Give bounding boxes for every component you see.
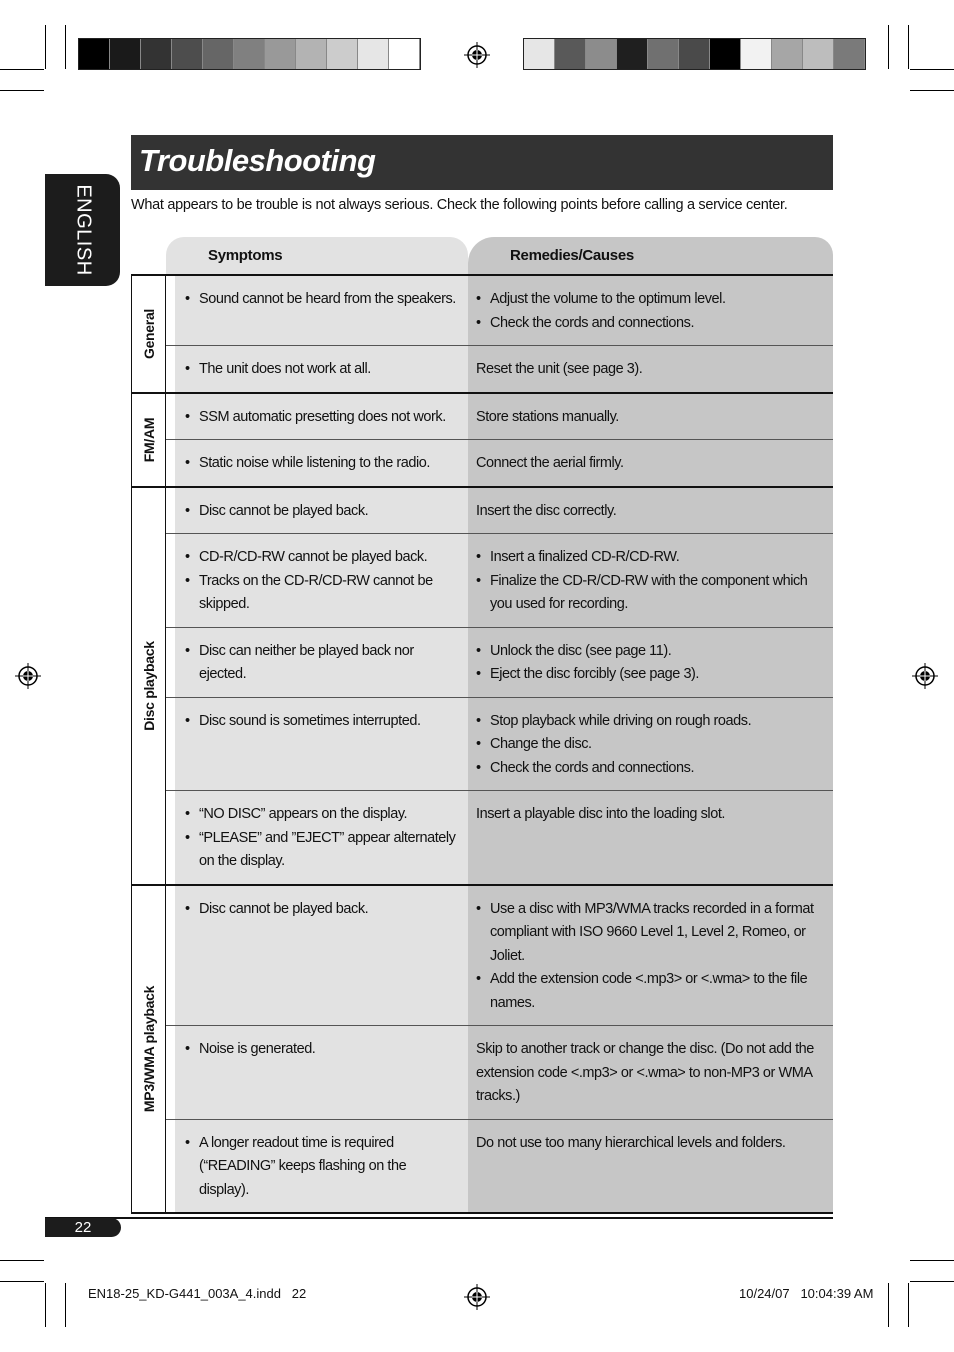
- table-row: [166, 440, 833, 486]
- symptom-item: • Static noise while listening to the radio.: [185, 452, 458, 476]
- crop-mark: [910, 1260, 954, 1261]
- crop-mark: [888, 25, 889, 69]
- table-row: [166, 276, 833, 346]
- group-label-text: FM/AM: [140, 417, 157, 462]
- table-group: [131, 886, 833, 1215]
- color-swatch: [110, 39, 141, 69]
- crop-mark: [45, 1283, 46, 1327]
- registration-mark-icon: [15, 663, 41, 689]
- group-label: [131, 488, 166, 884]
- color-swatch: [679, 39, 710, 69]
- symptom-item: • “NO DISC” appears on the display.: [185, 803, 458, 827]
- symptom-cell: [175, 346, 468, 392]
- crop-mark: [908, 1283, 909, 1327]
- color-swatch: [234, 39, 265, 69]
- remedy-text: Insert a playable disc into the loading slot.: [476, 806, 725, 822]
- crop-mark: [0, 69, 44, 70]
- symptoms-header: [166, 237, 468, 275]
- intro-text: What appears to be trouble is not always serious. Check the following points before calling a service center.: [131, 197, 788, 213]
- table-row: [166, 394, 833, 441]
- remedy-cell: [468, 698, 833, 791]
- registration-mark-icon: [464, 1284, 490, 1310]
- symptom-cell: [175, 488, 468, 534]
- remedy-item: • Add the extension code <.mp3> or <.wma> to the file names.: [476, 968, 827, 1015]
- color-swatch: [524, 39, 555, 69]
- remedy-cell: [468, 488, 833, 534]
- crop-mark: [910, 69, 954, 70]
- color-swatch: [648, 39, 679, 69]
- symptom-cell: [175, 1026, 468, 1119]
- title-bar: [131, 135, 833, 190]
- language-tab: [45, 174, 120, 286]
- remedy-item: • Check the cords and connections.: [476, 757, 827, 781]
- symptom-cell: [175, 276, 468, 345]
- color-swatch: [803, 39, 834, 69]
- group-label-text: Disc playback: [140, 640, 157, 731]
- symptom-cell: [175, 534, 468, 627]
- color-swatch: [141, 39, 172, 69]
- crop-mark: [65, 1283, 66, 1327]
- symptoms-header-label: Symptoms: [208, 247, 283, 264]
- symptom-item: • Sound cannot be heard from the speakers.: [185, 288, 458, 312]
- symptom-item: • Disc can neither be played back nor ejected.: [185, 640, 458, 687]
- remedy-item: • Finalize the CD-R/CD-RW with the component which you used for recording.: [476, 570, 827, 617]
- color-swatch: [358, 39, 389, 69]
- crop-mark: [0, 1260, 44, 1261]
- table-row: [166, 1026, 833, 1120]
- color-swatch: [296, 39, 327, 69]
- remedy-text: Connect the aerial firmly.: [476, 455, 624, 471]
- group-label: [131, 886, 166, 1213]
- table-row: [166, 1120, 833, 1213]
- troubleshooting-table: [131, 274, 833, 1214]
- remedy-item: • Eject the disc forcibly (see page 3).: [476, 663, 827, 687]
- table-group: [131, 276, 833, 394]
- symptom-cell: [175, 394, 468, 440]
- crop-mark: [65, 25, 66, 69]
- remedy-item: • Stop playback while driving on rough roads.: [476, 710, 827, 734]
- remedy-cell: [468, 628, 833, 697]
- remedy-item: • Use a disc with MP3/WMA tracks recorded in a format compliant with ISO 9660 Level 1, Level 2, Romeo, or Joliet.: [476, 898, 827, 969]
- remedy-cell: [468, 791, 833, 884]
- symptom-item: • Disc sound is sometimes interrupted.: [185, 710, 458, 734]
- remedy-item: • Unlock the disc (see page 11).: [476, 640, 827, 664]
- group-label: [131, 394, 166, 486]
- color-swatch: [555, 39, 586, 69]
- remedy-cell: [468, 1120, 833, 1213]
- crop-mark: [0, 1281, 44, 1282]
- group-label: [131, 276, 166, 392]
- remedy-text: Reset the unit (see page 3).: [476, 361, 643, 377]
- remedy-cell: [468, 886, 833, 1026]
- symptom-item: • Tracks on the CD-R/CD-RW cannot be skipped.: [185, 570, 458, 617]
- symptom-cell: [175, 440, 468, 486]
- table-row: [166, 886, 833, 1027]
- remedy-text: Insert the disc correctly.: [476, 502, 617, 519]
- color-swatch: [741, 39, 772, 69]
- symptom-item: • “PLEASE” and ”EJECT” appear alternately on the display.: [185, 827, 458, 874]
- remedy-text: Store stations manually.: [476, 408, 619, 425]
- page-number: 22: [45, 1218, 121, 1237]
- symptom-item: • CD-R/CD-RW cannot be played back.: [185, 546, 458, 570]
- crop-mark: [888, 1283, 889, 1327]
- remedy-item: • Change the disc.: [476, 733, 827, 757]
- remedy-cell: [468, 440, 833, 486]
- slug-date: 10/24/07 10:04:39 AM: [739, 1286, 874, 1301]
- remedy-cell: [468, 1026, 833, 1119]
- color-swatch: [834, 39, 865, 69]
- symptom-item: • A longer readout time is required (“READING” keeps flashing on the display).: [185, 1132, 458, 1203]
- symptom-item: • The unit does not work at all.: [185, 358, 458, 382]
- registration-mark-icon: [912, 663, 938, 689]
- group-label-text: General: [140, 308, 157, 359]
- color-swatch: [772, 39, 803, 69]
- remedy-cell: [468, 394, 833, 440]
- crop-mark: [45, 25, 46, 69]
- slug-file: EN18-25_KD-G441_003A_4.indd 22: [88, 1286, 307, 1301]
- crop-mark: [910, 1281, 954, 1282]
- color-swatch: [265, 39, 296, 69]
- symptom-cell: [175, 628, 468, 697]
- page-title: Troubleshooting: [139, 143, 376, 178]
- table-row: [166, 346, 833, 392]
- symptom-item: • Disc cannot be played back.: [185, 898, 458, 922]
- symptom-cell: [175, 1120, 468, 1213]
- table-group: [131, 488, 833, 886]
- color-swatch: [710, 39, 741, 69]
- remedy-item: • Check the cords and connections.: [476, 312, 827, 336]
- color-swatch: [79, 39, 110, 69]
- symptom-cell: [175, 698, 468, 791]
- table-row: [166, 791, 833, 884]
- table-row: [166, 488, 833, 535]
- table-group: [131, 394, 833, 488]
- symptom-cell: [175, 886, 468, 1026]
- color-swatch: [617, 39, 648, 69]
- remedy-item: • Adjust the volume to the optimum level.: [476, 288, 827, 312]
- remedy-cell: [468, 346, 833, 392]
- remedy-cell: [468, 534, 833, 627]
- color-bar-right: [523, 38, 866, 70]
- remedy-cell: [468, 276, 833, 345]
- language-tab-label: ENGLISH: [72, 184, 94, 276]
- crop-mark: [908, 25, 909, 69]
- table-row: [166, 534, 833, 628]
- crop-mark: [0, 90, 44, 91]
- footer-rule: [45, 1217, 833, 1219]
- symptom-item: • Noise is generated.: [185, 1038, 458, 1062]
- symptom-cell: [175, 791, 468, 884]
- remedies-header: [468, 237, 833, 275]
- remedies-header-label: Remedies/Causes: [510, 247, 634, 264]
- color-bar-left: [78, 38, 421, 70]
- crop-mark: [910, 90, 954, 91]
- group-label-text: MP3/WMA playback: [140, 985, 157, 1112]
- color-swatch: [172, 39, 203, 69]
- color-swatch: [327, 39, 358, 69]
- symptom-item: • SSM automatic presetting does not work.: [185, 406, 458, 430]
- table-row: [166, 698, 833, 792]
- color-swatch: [389, 39, 420, 69]
- remedy-text: Skip to another track or change the disc. (Do not add the extension code <.mp3> or <.wma> to non-MP3 or WMA tracks.): [476, 1041, 814, 1104]
- remedy-text: Do not use too many hierarchical levels and folders.: [476, 1134, 786, 1151]
- remedy-item: • Insert a finalized CD-R/CD-RW.: [476, 546, 827, 570]
- registration-mark-icon: [464, 42, 490, 68]
- table-row: [166, 628, 833, 698]
- symptom-item: • Disc cannot be played back.: [185, 500, 458, 524]
- color-swatch: [203, 39, 234, 69]
- color-swatch: [586, 39, 617, 69]
